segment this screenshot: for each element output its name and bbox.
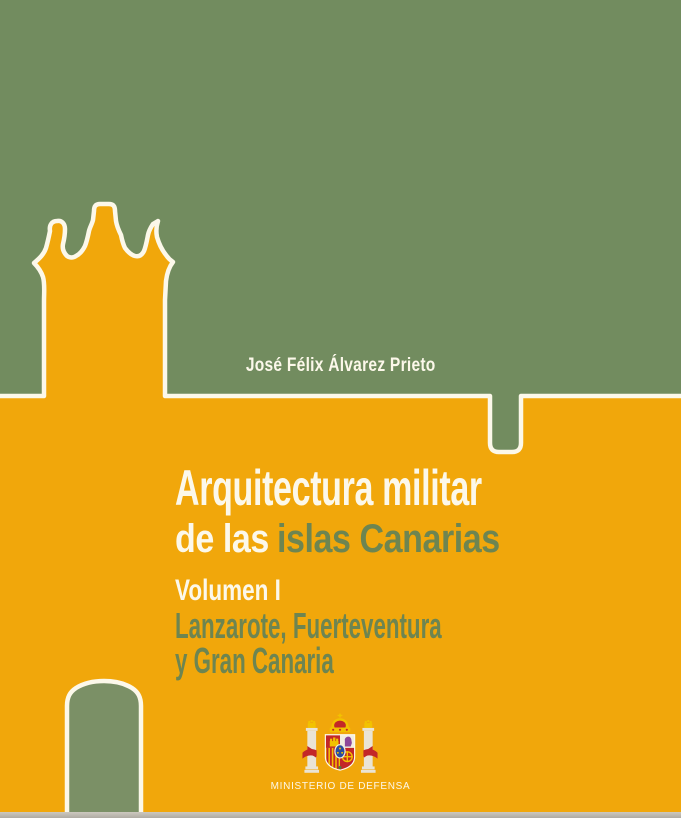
title-line-2-prefix: de las: [175, 517, 269, 561]
quartered-shield: [325, 735, 354, 771]
pillar-of-hercules-right: [361, 720, 378, 773]
spain-coat-of-arms-icon: [301, 712, 379, 778]
author-name: [0, 356, 681, 375]
royal-crown-icon: [330, 714, 350, 733]
pillar-of-hercules-left: [302, 720, 319, 773]
publisher-name: MINISTERIO DE DEFENSA: [270, 781, 411, 792]
title-line-2: [175, 519, 500, 559]
title-line-2-highlight: islas Canarias: [277, 517, 500, 561]
pomegranate-icon: [338, 766, 341, 769]
volume-label: Volumen I: [175, 574, 281, 607]
subtitle-line-1: Lanzarote, Fuerteventura: [175, 605, 442, 646]
window-bottom-edge: [0, 812, 681, 818]
title-line-1: Arquitectura militar: [175, 460, 482, 516]
author-name-text: José Félix Álvarez Prieto: [245, 355, 436, 376]
bourbon-oval: [335, 745, 345, 758]
subtitle-line-2: y Gran Canaria: [175, 640, 334, 681]
